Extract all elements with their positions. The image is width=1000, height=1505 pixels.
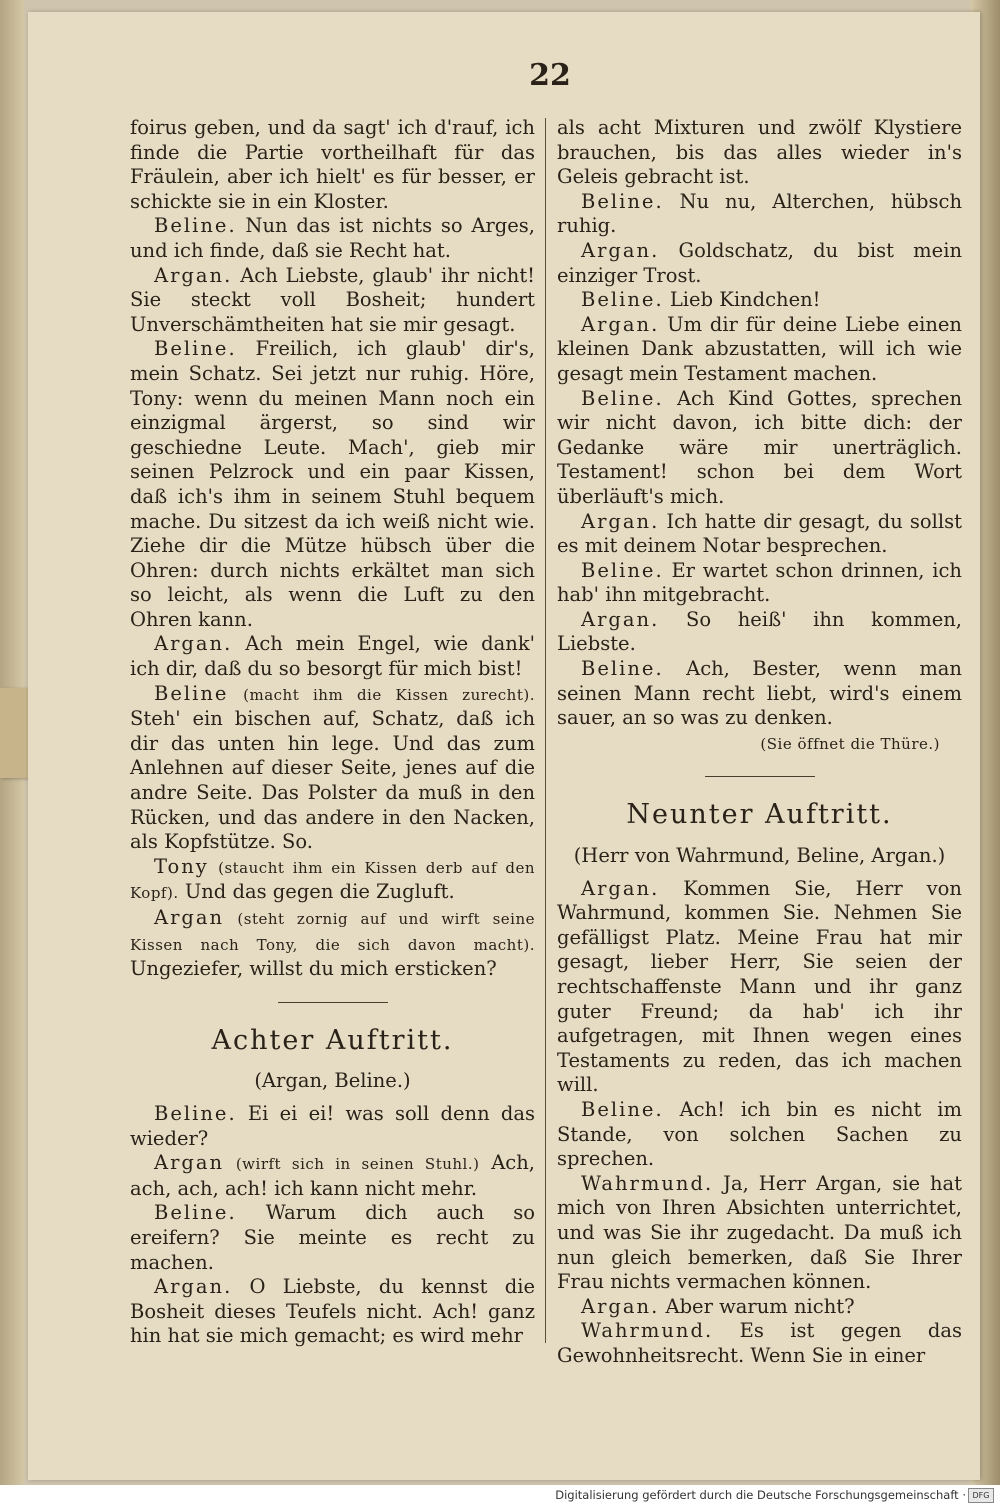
- left-column: [130, 116, 535, 1349]
- speaker: Beline.: [581, 189, 664, 213]
- speaker: Beline.: [581, 288, 664, 312]
- speaker: Argan.: [154, 632, 233, 656]
- speaker: Argan.: [154, 263, 233, 287]
- speaker: Beline.: [581, 558, 664, 582]
- speaker: Beline.: [581, 657, 664, 681]
- paragraph: Argan. Ich hatte dir gesagt, du sollst es mit deinem Notar besprechen.: [557, 509, 962, 558]
- speaker: Argan.: [581, 607, 660, 631]
- paragraph: Beline (macht ihm die Kissen zurecht). Steh' ein bischen auf, Schatz, daß ich dir das unten hin lege. Und das zum Anlehnen auf dieser Seite, jenes auf die andre Seite. Das Polster da muß in den Rücken, und das andere in den Nacken, als Kopfstütze. So.: [130, 681, 535, 854]
- paragraph: foirus geben, und da sagt' ich d'rauf, ich finde die Partie vortheilhaft für das Fräulein, aber ich hielt' es für besser, er schickte sie in ein Kloster.: [130, 116, 535, 213]
- right-column: [557, 116, 962, 1369]
- paragraph: Argan. Ach Liebste, glaub' ihr nicht! Sie steckt voll Bosheit; hundert Unverschämtheiten hat sie mir gesagt.: [130, 263, 535, 336]
- stage-direction: (staucht ihm ein Kissen derb auf den Kopf).: [130, 858, 535, 903]
- paragraph: Beline. Lieb Kindchen!: [581, 288, 821, 312]
- dfg-logo-icon: DFG: [968, 1488, 994, 1503]
- speaker: Beline.: [154, 337, 237, 361]
- paragraph: Argan. Goldschatz, du bist mein einziger Trost.: [557, 238, 963, 287]
- stage-direction: (wirft sich in seinen Stuhl.): [235, 1155, 480, 1174]
- paragraph: Beline. Nun das ist nichts so Arges, und ich finde, daß sie Recht hat.: [130, 214, 535, 262]
- scene-cast: (Herr von Wahrmund, Beline, Argan.): [573, 844, 946, 868]
- paragraph: als acht Mixturen und zwölf Klystiere brauchen, bis das alles wieder in's Geleis gebracht ist.: [557, 116, 962, 189]
- paragraph: Beline. Warum dich auch so ereifern? Sie meinte es recht zu machen.: [130, 1201, 535, 1274]
- speaker: Beline.: [581, 1097, 664, 1121]
- speaker: Beline.: [154, 1201, 237, 1225]
- paragraph: Beline. Er wartet schon drinnen, ich hab' ihn mitgebracht.: [557, 558, 962, 607]
- section-rule: [278, 1002, 388, 1003]
- speaker: Wahrmund.: [581, 1319, 714, 1343]
- paragraph: Beline. Freilich, ich glaub' dir's, mein Schatz. Sei jetzt nur ruhig. Höre, Tony: wenn du meinen Mann noch ein einzigmal ärgerst, so sind wir geschiedne Leute. Mach', gieb mir seinen Pelzrock und ein paar Kissen, daß ich's ihm in seinem Stuhl bequem mache. Du sitzest da ich weiß nicht wie. Ziehe dir die Mütze hübsch über die Ohren: durch nichts erkältet man sich so leicht, als wenn die Luft zu den Ohren kann.: [130, 337, 535, 631]
- speaker: Argan.: [581, 312, 660, 336]
- scene-title: Neunter Auftritt.: [626, 799, 893, 831]
- scene-title: Achter Auftritt.: [211, 1024, 454, 1056]
- speaker: Argan.: [154, 1275, 233, 1299]
- speaker: Argan: [154, 906, 225, 929]
- paragraph: Argan. So heiß' ihn kommen, Liebste.: [557, 607, 963, 656]
- paragraph: Beline. Nu nu, Alterchen, hübsch ruhig.: [557, 189, 962, 238]
- digitization-credit: Digitalisierung gefördert durch die Deutsche Forschungsgemeinschaft ·: [555, 1488, 966, 1502]
- paragraph: Argan. Kommen Sie, Herr von Wahrmund, kommen Sie. Nehmen Sie gefälligst Platz. Meine Frau hat mir gesagt, lieber Herr, Sie seien der rechtschaffenste Mann und ihr ganz guter Freund; da hab' ich ihr aufgetragen, mit Ihnen wegen eines Testaments zu reden, das ich machen will.: [557, 876, 962, 1097]
- paragraph: Wahrmund. Es ist gegen das Gewohnheitsrecht. Wenn Sie in einer: [557, 1319, 962, 1367]
- paragraph: Wahrmund. Ja, Herr Argan, sie hat mich von Ihren Absichten unterrichtet, und was Sie ihr zugedacht. Da muß ich nun gleich bemerken, daß Sie Ihrer Frau nichts vermachen können.: [557, 1171, 963, 1294]
- column-divider: [545, 118, 546, 1343]
- stage-direction: (steht zornig auf und wirft seine Kissen nach Tony, die sich davon macht).: [130, 910, 536, 954]
- speaker: Beline.: [581, 386, 664, 410]
- section-rule: [705, 776, 815, 777]
- scene-cast: (Argan, Beline.): [254, 1069, 411, 1093]
- paragraph: Argan (steht zornig auf und wirft seine Kissen nach Tony, die sich davon macht). Ungeziefer, willst du mich ersticken?: [130, 906, 536, 981]
- speaker: Wahrmund.: [581, 1171, 714, 1195]
- speaker: Argan: [154, 1151, 225, 1175]
- paragraph: Beline. Ei ei ei! was soll denn das wieder?: [130, 1101, 535, 1150]
- page-number: 22: [529, 58, 571, 93]
- paragraph: Argan. Ach mein Engel, wie dank' ich dir, daß du so besorgt für mich bist!: [130, 632, 535, 681]
- paragraph: Beline. Ach Kind Gottes, sprechen wir nicht davon, ich bitte dich: der Gedanke wäre mir unerträglich. Testament! schon bei dem Wort überläuft's mich.: [557, 386, 963, 508]
- speaker: Argan.: [581, 876, 660, 900]
- paragraph: Argan. O Liebste, du kennst die Bosheit dieses Teufels nicht. Ach! ganz hin hat sie mich gemacht; es wird mehr: [130, 1275, 535, 1348]
- paragraph: Argan. Um dir für deine Liebe einen kleinen Dank abzustatten, will ich wie gesagt mein Testament machen.: [557, 312, 962, 385]
- speaker: Argan.: [581, 1294, 660, 1318]
- paragraph: Tony (staucht ihm ein Kissen derb auf den Kopf). Und das gegen die Zugluft.: [130, 854, 535, 904]
- paragraph: Argan. Aber warum nicht?: [581, 1294, 855, 1318]
- speaker: Argan.: [581, 238, 660, 262]
- paragraph: Beline. Ach! ich bin es nicht im Stande, von solchen Sachen zu sprechen.: [557, 1097, 962, 1171]
- paragraph: [557, 731, 962, 757]
- stage-direction: (macht ihm die Kissen zurecht).: [243, 685, 535, 704]
- paragraph: Argan (wirft sich in seinen Stuhl.) Ach, ach, ach, ach! ich kann nicht mehr.: [130, 1151, 535, 1200]
- speaker: Tony: [154, 854, 209, 878]
- speaker: Beline: [154, 681, 229, 705]
- speaker: Beline.: [154, 1101, 237, 1125]
- speaker: Argan.: [581, 509, 660, 533]
- speaker: Beline.: [154, 214, 237, 238]
- paragraph: Beline. Ach, Bester, wenn man seinen Mann recht liebt, wird's einem sauer, an so was zu denken.: [557, 657, 962, 730]
- stage-direction: (Sie öffnet die Thüre.): [760, 734, 940, 753]
